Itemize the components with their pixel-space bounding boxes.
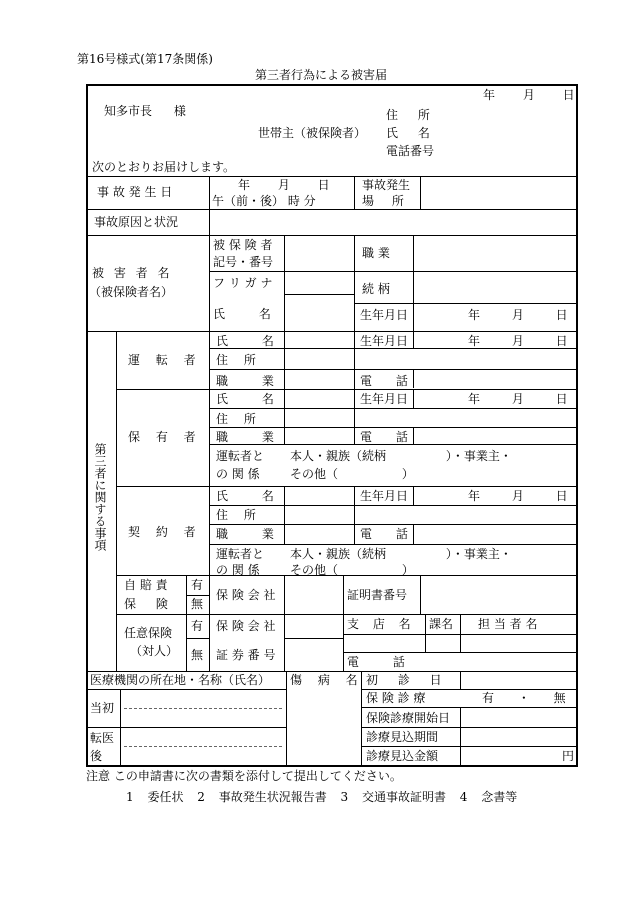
yen-label: 円 (562, 749, 575, 763)
o-rel-opt-2: その他（ ） (290, 467, 414, 481)
rule (209, 331, 210, 671)
rule (86, 176, 576, 177)
c-rel-opt-2: その他（ ） (290, 563, 414, 577)
o-name: 氏 名 (216, 392, 274, 406)
place-label-2: 場 所 (362, 194, 404, 208)
o-rel-1: 運転者と (216, 449, 265, 463)
rule (209, 505, 576, 506)
addressee: 知多市長 様 (104, 104, 186, 118)
o-birth-ymd: 年 月 日 (468, 392, 568, 406)
note-text: 注意 この申請書に次の書類を添付して提出してください。 (86, 769, 402, 783)
rule (86, 209, 576, 210)
relation-label: 続 柄 (362, 282, 390, 296)
nin-nashi: 無 (191, 648, 204, 662)
o-job: 職 業 (216, 430, 274, 444)
address-label: 住 所 (386, 108, 430, 122)
driver-label: 運 転 者 (128, 353, 196, 367)
nin-2: （対人） (130, 644, 179, 658)
c-addr: 住 所 (216, 508, 256, 522)
c-name: 氏 名 (216, 489, 274, 503)
dashed-line (124, 708, 282, 709)
c-rel-2: の 関 係 (216, 563, 260, 577)
rule (86, 689, 286, 690)
rule (413, 369, 414, 388)
rule (186, 595, 209, 596)
rule (361, 671, 362, 765)
cause-label: 事故原因と状況 (94, 215, 179, 229)
ins-phone: 電 話 (347, 655, 405, 669)
nin-1: 任意保険 (124, 626, 173, 640)
rule (116, 389, 576, 390)
rule (354, 303, 576, 304)
furigana-label: フ リ ガ ナ (213, 276, 273, 290)
name-label: 氏 名 (386, 126, 430, 140)
cert-no: 証明書番号 (347, 588, 408, 602)
insured-no-2: 記号・番号 (213, 255, 274, 269)
o-addr: 住 所 (216, 412, 256, 426)
rule (343, 575, 344, 671)
d-name: 氏 名 (216, 334, 274, 348)
o-birth: 生年月日 (360, 392, 409, 406)
accident-date-label: 事 故 発 生 日 (97, 185, 173, 199)
rule (420, 176, 421, 209)
first-visit-label: 初 診 日 (366, 673, 442, 687)
rule (186, 575, 187, 671)
shimei-label: 氏 名 (213, 307, 271, 321)
o-phone: 電 話 (360, 430, 408, 444)
rule (361, 727, 576, 728)
rule (460, 671, 461, 689)
rule (460, 614, 461, 652)
rule (86, 235, 576, 236)
rule (354, 235, 355, 331)
insured-no-1: 被 保 険 者 (213, 238, 273, 252)
rule (284, 638, 343, 639)
rule (209, 271, 576, 272)
rule (286, 671, 287, 765)
rule (413, 389, 414, 408)
form-title: 第三者行為による被害届 (255, 68, 388, 82)
rule (120, 689, 121, 765)
d-job: 職 業 (216, 374, 274, 388)
victim-label-2: （被保険者名） (89, 285, 174, 299)
d-birth: 生年月日 (360, 334, 409, 348)
birth-label: 生年月日 (360, 308, 409, 322)
ampm: 午（前・後） 時 分 (212, 194, 316, 208)
branch-label: 支 店 名 (347, 617, 411, 631)
c-phone: 電 話 (360, 527, 408, 541)
transfer-label-1: 転医 (90, 731, 115, 745)
c-rel-1: 運転者と (216, 547, 265, 561)
rule (186, 638, 209, 639)
rule (413, 235, 414, 331)
rule (209, 176, 210, 331)
rule (413, 524, 414, 544)
rule (209, 524, 576, 525)
rule (209, 369, 576, 370)
c-birth: 生年月日 (360, 489, 409, 503)
injury-label: 傷 病 名 (290, 673, 358, 687)
rule (284, 486, 285, 544)
rule (343, 652, 576, 653)
table-border (86, 84, 88, 767)
o-rel-opt-1: 本人・親族（続柄 ）・事業主・ (290, 449, 512, 463)
rule (86, 727, 286, 728)
rule (425, 614, 426, 652)
contractor-label: 契 約 者 (128, 525, 196, 539)
rule (413, 331, 414, 348)
c-birth-ymd: 年 月 日 (468, 489, 568, 503)
jibai-2: 保 険 (124, 597, 168, 611)
attachments-list: 1 委任状 2 事故発生状況報告書 3 交通事故証明書 4 念書等 (126, 790, 518, 804)
start-label: 保険診療開始日 (366, 711, 451, 725)
rule (209, 408, 576, 409)
rule (361, 689, 576, 690)
c-rel-opt-1: 本人・親族（続柄 ）・事業主・ (290, 547, 512, 561)
dashed-line (124, 746, 282, 747)
d-addr: 住 所 (216, 353, 256, 367)
ins-treat-label: 保 険 診 療 (366, 691, 426, 705)
rule (413, 427, 414, 444)
table-border (576, 84, 578, 767)
rule (284, 575, 285, 671)
rule (209, 444, 576, 445)
rule (86, 331, 576, 332)
rule (361, 746, 576, 747)
jibai-ari: 有 (191, 578, 204, 592)
d-phone: 電 話 (360, 374, 408, 388)
med-inst-label: 医療機関の所在地・名称（氏名） (90, 673, 271, 687)
rule (284, 294, 354, 295)
rule (209, 427, 576, 428)
householder-label: 世帯主（被保険者） (258, 126, 367, 140)
period-label: 診療見込期間 (366, 730, 439, 744)
phone-label: 電話番号 (386, 144, 435, 158)
owner-label: 保 有 者 (128, 430, 196, 444)
transfer-label-2: 後 (90, 749, 103, 763)
staff-label: 担 当 者 名 (478, 617, 538, 631)
jibai-1: 自 賠 責 (124, 578, 168, 592)
table-border (86, 765, 578, 767)
o-rel-2: の 関 係 (216, 467, 260, 481)
job-label: 職 業 (362, 246, 390, 260)
rule (209, 544, 576, 545)
jibai-nashi: 無 (191, 597, 204, 611)
rule (354, 176, 355, 209)
rule (284, 235, 285, 331)
place-label-1: 事故発生 (362, 178, 411, 192)
rule (460, 707, 461, 765)
ymd: 年 月 日 (238, 178, 330, 192)
ins-treat-value: 有 ・ 無 (482, 691, 566, 705)
nin-ari: 有 (191, 619, 204, 633)
table-border (86, 84, 578, 86)
rule (361, 707, 576, 708)
c-job: 職 業 (216, 527, 274, 541)
section-label: 課名 (429, 617, 454, 631)
third-party-section-label: 第三者に関する事項 (93, 443, 107, 551)
cost-label: 診療見込金額 (366, 749, 439, 763)
rule (116, 331, 117, 671)
date-label: 年 月 日 (483, 88, 575, 102)
initial-label: 当初 (90, 701, 115, 715)
rule (413, 486, 414, 505)
form-number: 第16号様式(第17条関係) (77, 52, 213, 66)
rule (86, 671, 576, 672)
rule (354, 486, 355, 544)
rule (209, 348, 576, 349)
rule (420, 575, 421, 614)
intro-text: 次のとおりお届けします。 (92, 160, 236, 174)
d-birth-ymd: 年 月 日 (468, 334, 568, 348)
nin-co: 保 険 会 社 (216, 619, 276, 633)
birth-ymd: 年 月 日 (468, 308, 568, 322)
rule (116, 614, 354, 615)
shoken-no: 証 券 番 号 (216, 648, 276, 662)
victim-label: 被 害 者 名 (92, 266, 170, 280)
rule (116, 486, 576, 487)
jibai-co: 保 険 会 社 (216, 588, 276, 602)
